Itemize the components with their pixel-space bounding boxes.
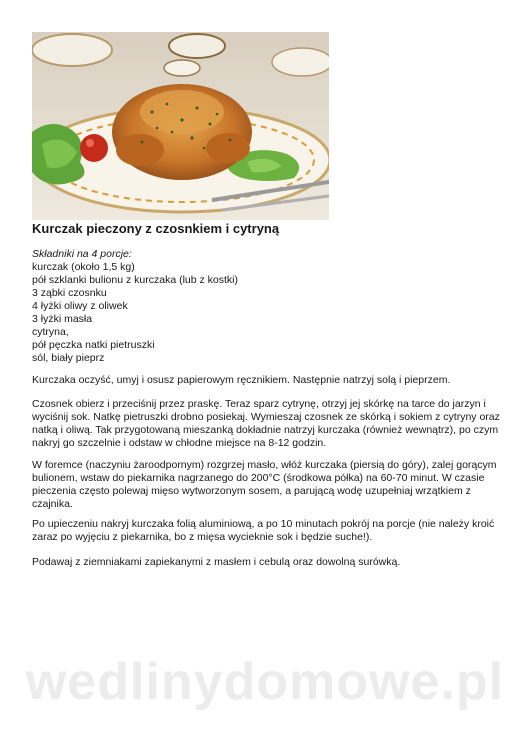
instruction-step: W foremce (naczyniu żaroodpornym) rozgrzej masło, włóż kurczaka (piersią do góry), zalej gorącym bulionem, wstaw do piekarnika nagrzanego do 200°C (środkowa półka) na 60-70 minut. W czasie pieczenia często polewaj mięso wytworzonym sosem, a parującą wodę uzupełniaj wrzątkiem z czajnika. [32, 459, 497, 510]
ingredients-list [32, 248, 502, 365]
ingredient-item: cytryna, [32, 326, 69, 338]
roast-chicken-illustration [32, 32, 329, 220]
ingredient-item: pół pęczka natki pietruszki [32, 339, 155, 351]
recipe-photo [32, 32, 329, 220]
ingredient-item: 3 ząbki czosnku [32, 287, 107, 299]
instruction-step: Po upieczeniu nakryj kurczaka folią aluminiową, a po 10 minutach pokrój na porcje (nie należy kroić zaraz po wyjęciu z piekarnika, bo z mięsa wycieknie sok i będzie suche!). [32, 518, 495, 543]
watermark: wedlinydomowe.pl [25, 653, 505, 711]
ingredient-item: 3 łyżki masła [32, 313, 93, 325]
instruction-step: Kurczaka oczyść, umyj i osusz papierowym ręcznikiem. Następnie natrzyj solą i pieprzem. [32, 374, 451, 386]
instruction-step: Czosnek obierz i przeciśnij przez praskę. Teraz sparz cytrynę, otrzyj jej skórkę na tarce do jarzyn i wyciśnij sok. Natkę pietruszki drobno posiekaj. Wymieszaj czosnek ze skórką i sokiem z cytryny oraz natką i oliwą. Tak przygotowaną mieszanką dokładnie natrzyj kurczaka (również wewnątrz), po czym nakryj go szczelnie i odstaw w chłodne miejsce na 8-12 godzin. [32, 398, 500, 449]
ingredients-heading: Składniki na 4 porcje: [32, 248, 132, 260]
ingredient-item: 4 łyżki oliwy z oliwek [32, 300, 128, 312]
ingredient-item: pół szklanki bulionu z kurczaka (lub z kostki) [32, 274, 239, 286]
instruction-step: Podawaj z ziemniakami zapiekanymi z masłem i cebulą oraz dowolną surówką. [32, 556, 401, 568]
recipe-title: Kurczak pieczony z czosnkiem i cytryną [32, 221, 280, 236]
ingredient-item: sól, biały pieprz [32, 352, 105, 364]
ingredient-item: kurczak (około 1,5 kg) [32, 261, 135, 273]
